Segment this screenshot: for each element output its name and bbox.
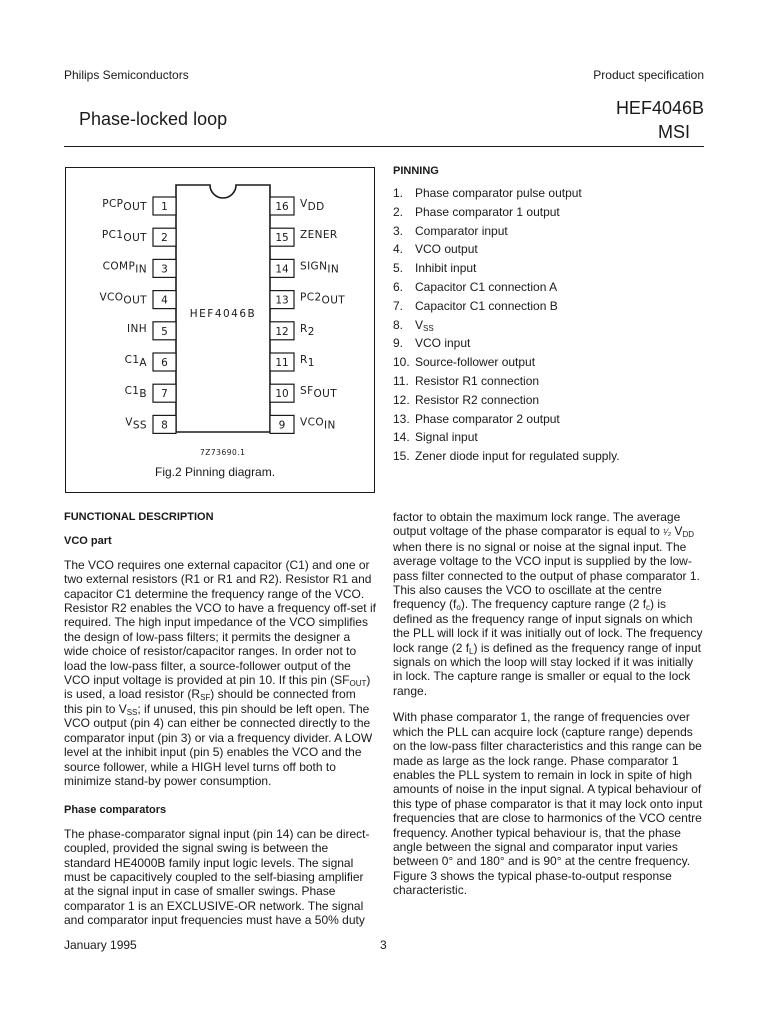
pinning-item: 11. Resistor R1 connection [393, 373, 540, 388]
pinning-diagram [66, 168, 374, 492]
pin-label: VCOOUT [99, 291, 147, 307]
pinning-item: 5. Inhibit input [393, 261, 477, 276]
left-pin-group [99, 197, 176, 433]
pinning-item: 15. Zener diode input for regulated supply. [393, 449, 620, 464]
pin-number: 5 [161, 325, 168, 338]
pinning-item: 3. Comparator input [393, 223, 508, 238]
page-number: 3 [380, 938, 387, 952]
right-text-column [393, 510, 705, 898]
right-pin-group [270, 197, 345, 433]
pinning-item: 12. Resistor R2 connection [393, 392, 540, 407]
pin-label: VDD [300, 198, 325, 213]
pin-label: SFOUT [300, 385, 338, 401]
chip-label: HEF4046B [189, 308, 257, 320]
pin-number: 6 [161, 357, 168, 369]
pin-number: 14 [275, 263, 289, 276]
vco-paragraph: The VCO requires one external capacitor (C1) and one or two external resistors (R1 or R1 and R2). Resistor R1 and capacitor C1 determine the frequency range of the VCO. Resistor R2 enables the VCO to have a frequency off-set if required. The high input impedance of the VCO simplifies the design of low-pass filters; it permits the designer a wide choice of resistor/capacitor ranges. In order not to load the low-pass filter, a source-follower output of the VCO input voltage is provided at pin 10. If this pin $(SF_{OUT})$ is used, a load resistor $(R_{SF})$ should be connected from this pin to $V_{SS}$; if unused, this pin should be left open. The VCO output (pin 4) can either be connected directly to the comparator input (pin 3) or via a frequency divider. A LOW level at the inhibit input (pin 5) enables the VCO and the source follower, while a HIGH level turns off both to minimize stand-by power consumption. [64, 557, 376, 788]
pinning-item: 2. Phase comparator 1 output [393, 204, 560, 219]
pinning-list [393, 184, 620, 466]
company-name: Philips Semiconductors [64, 68, 189, 82]
document-type: Product specification [593, 68, 704, 82]
pinning-item: 8. $V_{SS}$ [393, 317, 434, 333]
pinning-item: 9. VCO input [393, 336, 471, 351]
pin-label: PC1OUT [101, 229, 147, 245]
pin-number: 9 [278, 419, 286, 432]
pin-label: C1A [124, 354, 147, 369]
pin-number: 4 [161, 294, 168, 307]
pin-number: 3 [161, 263, 168, 276]
vco-part-heading: VCO part [64, 535, 112, 548]
pin-number: 10 [275, 388, 289, 401]
pin-number: 12 [275, 325, 289, 338]
pin-number: 13 [275, 294, 289, 307]
footer-date: January 1995 [64, 938, 137, 952]
pin-number: 16 [275, 201, 289, 213]
part-number: HEF4046B [615, 98, 704, 118]
phase-comparators-heading: Phase comparators [64, 804, 167, 817]
pin-label: SIGNIN [300, 260, 340, 276]
phase-comparator-1-paragraph: With phase comparator 1, the range of frequencies over which the PLL can acquire lock (capture range) depends on the low-pass filter characteristics and this range can be made as large as the lock range. Phase comparator 1 enables the PLL system to remain in lock in spite of high amounts of noise in the input signal. A typical behaviour of this type of phase comparator is that it may lock onto input frequencies that are close to harmonics of the VCO centre frequency. Another typical behaviour is, that the phase angle between the signal and comparator input varies between 0° and 180° and is 90° at the centre frequency. Figure 3 shows the typical phase-to-output response characteristic. [393, 710, 703, 898]
pinning-item: 4. VCO output [393, 242, 478, 257]
pinning-item: 6. Capacitor C1 connection A [393, 279, 558, 294]
left-text-column [64, 510, 376, 928]
pin-label: ZENER [300, 229, 338, 242]
pin-label: PCPOUT [102, 198, 147, 213]
pin-label: VCOIN [300, 416, 336, 432]
phase-comparators-paragraph: The phase-comparator signal input (pin 14) can be direct-coupled, provided the signal swing is between the standard HE4000B family input logic levels. The signal must be capacitively coupled to the self-biasing amplifier at the signal input in case of smaller swings. Phase comparator 1 is an EXCLUSIVE-OR network. The signal and comparator input frequencies must have a 50% duty [64, 826, 370, 928]
pin-label: C1B [124, 385, 147, 401]
figure-code: 7Z73690.1 [200, 448, 246, 457]
pin-number: 2 [161, 232, 168, 245]
pin-label: PC2OUT [300, 291, 346, 307]
pinning-item: 1. Phase comparator pulse output [393, 186, 582, 200]
pin-label: R2 [300, 322, 315, 338]
figure-caption: Fig.2 Pinning diagram. [155, 465, 276, 479]
header-rule [64, 146, 704, 147]
pin-number: 15 [275, 232, 289, 245]
pin-number: 7 [161, 388, 168, 401]
pinning-item: 14. Signal input [393, 430, 478, 445]
pinning-diagram-figure [65, 167, 375, 493]
pinning-heading: PINNING [393, 165, 439, 177]
pinning-item: 13. Phase comparator 2 output [393, 411, 560, 426]
pin-label: COMPIN [102, 260, 147, 276]
part-class: MSI [657, 122, 690, 142]
pin-number: 11 [275, 357, 289, 369]
document-title: Phase-locked loop [79, 109, 228, 129]
pinning-item: 10. Source-follower output [393, 355, 536, 370]
pin-number: 8 [161, 419, 168, 432]
pinning-item: 7. Capacitor C1 connection B [393, 298, 558, 313]
part-number-block [616, 96, 704, 144]
lock-range-paragraph: factor to obtain the maximum lock range. The average output voltage of the phase comparator is equal to ¹⁄₂ $V_{DD}$ when there is no signal or noise at the signal input. The average voltage to the VCO input is supplied by the low-pass filter connected to the output of phase comparator 1. This also causes the VCO to oscillate at the centre frequency $(f_o)$. The frequency capture range (2 $f_c$) is defined as the frequency range of input signals on which the PLL will lock if it was initially out of lock. The frequency lock range (2 $f_L$) is defined as the frequency range of input signals on which the loop will stay locked if it was initially in lock. The capture range is smaller or equal to the lock range. [393, 510, 703, 698]
pin-number: 1 [161, 201, 168, 213]
pin-label: VSS [125, 416, 147, 432]
pin-label: R1 [300, 354, 315, 369]
functional-description-heading: FUNCTIONAL DESCRIPTION [64, 511, 214, 523]
pin-label: INH [126, 322, 147, 335]
